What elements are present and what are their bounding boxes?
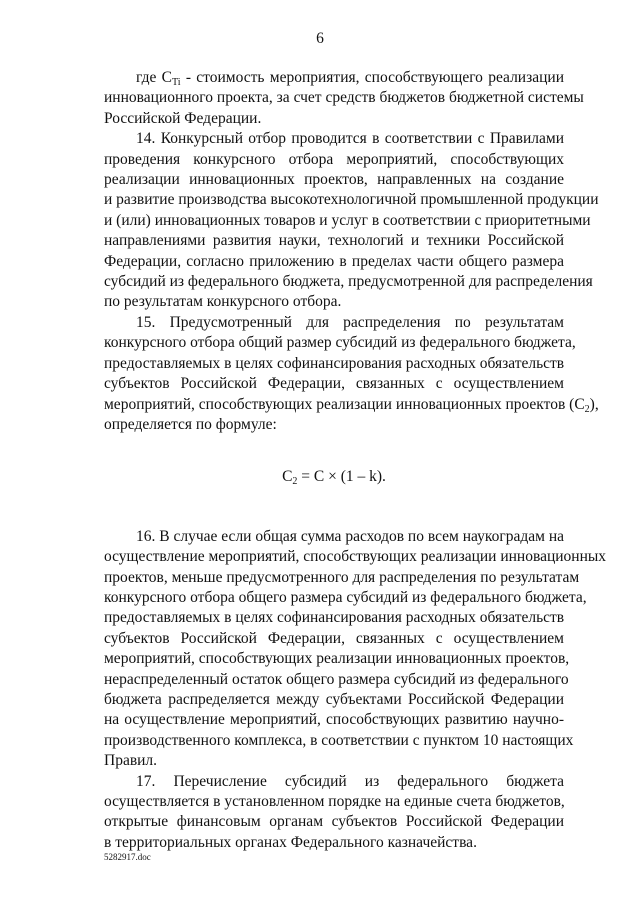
text-line: субъектов Российской Федерации, связанных с осуществлением (104, 629, 564, 647)
text-line: Правил. (104, 752, 158, 770)
text-line: на осуществление мероприятий, способствующих развитию научно- (104, 711, 564, 729)
text-line: и развитие производства высокотехнологичной промышленной продукции (104, 191, 599, 209)
text-line: предоставляемых в целях софинансирования расходных обязательств (104, 354, 565, 372)
text-line: нераспределенный остаток общего размера субсидий из федерального (104, 670, 569, 688)
text-line: субсидий из федерального бюджета, предусмотренной для распределения (104, 273, 593, 291)
footer-filename: 5282917.doc (104, 852, 151, 862)
paragraph-15 (104, 313, 599, 435)
text-line: Российской Федерации. (104, 109, 262, 127)
text-line: осуществление мероприятий, способствующих реализации инновационных (104, 548, 607, 566)
text-line: предоставляемых в целях софинансирования расходных обязательств (104, 609, 565, 627)
text-line: реализации инновационных проектов, направленных на создание (104, 171, 564, 189)
text-line: по результатам конкурсного отбора. (104, 293, 342, 311)
text-line: 17. Перечисление субсидий из федерального бюджета (136, 772, 564, 790)
document-body (104, 68, 607, 853)
text-line: где $С_{Ti}$ - стоимость мероприятия, способствующего реализации (136, 69, 564, 88)
page-number: 6 (316, 30, 324, 47)
formula: $С_2 = С \times (1 - k)$. (282, 468, 386, 488)
paragraph-cti-definition (104, 68, 584, 129)
text-line: проектов, меньше предусмотренного для распределения по результатам (104, 568, 580, 586)
text-line: направлениями развития науки, технологий и техники Российской (104, 232, 564, 250)
text-line: конкурсного отбора общего размера субсидий из федерального бюджета, (104, 588, 587, 606)
paragraph-16 (104, 527, 607, 772)
paragraph-14 (104, 129, 599, 313)
text-line: определяется по формуле: (104, 415, 277, 433)
text-line: открытые финансовым органам субъектов Российской Федерации (104, 813, 564, 831)
paragraph-17 (104, 772, 564, 854)
text-line: 16. В случае если общая сумма расходов по всем наукоградам на (136, 527, 564, 545)
text-line: мероприятий, способствующих реализации инновационных проектов, (104, 650, 570, 668)
text-line: бюджета распределяется между субъектами Российской Федерации (104, 690, 564, 708)
text-line: 14. Конкурсный отбор проводится в соответствии с Правилами (136, 130, 564, 148)
text-line: в территориальных органах Федерального казначейства. (104, 833, 477, 851)
text-line: конкурсного отбора общий размер субсидий из федерального бюджета, (104, 334, 576, 352)
text-line: Федерации, согласно приложению в пределах части общего размера (104, 252, 564, 270)
text-line: осуществляется в установленном порядке на единые счета бюджетов, (104, 793, 565, 810)
text-line: 15. Предусмотренный для распределения по результатам (136, 313, 564, 331)
text-line: проведения конкурсного отбора мероприятий, способствующих (104, 150, 564, 168)
text-line: инновационного проекта, за счет средств бюджетов бюджетной системы (104, 89, 584, 107)
text-line: и (или) инновационных товаров и услуг в соответствии с приоритетными (104, 211, 591, 229)
text-line: субъектов Российской Федерации, связанных с осуществлением (104, 375, 564, 393)
text-line: производственного комплекса, в соответствии с пунктом 10 настоящих (104, 731, 574, 749)
text-line: мероприятий, способствующих реализации инновационных проектов $(С_2)$, (104, 395, 599, 415)
